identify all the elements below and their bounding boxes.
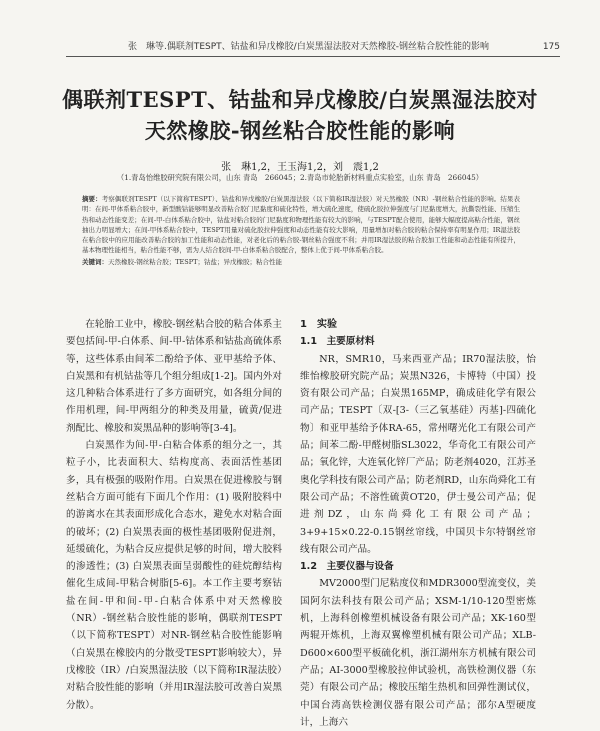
article-title: [30, 84, 570, 146]
running-head-text: 张 琳等.偶联剂TESPT、钴盐和异戊橡胶/白炭黑湿法胶对天然橡胶-钢丝粘合胶性能的影响: [128, 42, 489, 52]
materials-paragraph: NR，SMR10，马来西亚产品；IR70湿法胶，怡维怡橡胶研究院产品；炭黑N326，卡博特（中国）投资有限公司产品；白炭黑165MP，确成硅化学有限公司产品；TESPT〔双-[3-（三乙氧基硅）丙基]-四硫化物〕和亚甲基给予体RA-65，常州曙光化工有限公司产品；间苯二酚-甲醛树脂SL3022，华奇化工有限公司产品；氧化锌，大连氧化锌厂产品；防老剂4020，江苏圣奥化学科技有限公司产品；防老剂RD，山东尚舜化工有限公司产品；不溶性硫黄OT20，伊士曼公司产品；促进剂DZ，山东尚舜化工有限公司产品；3+9+15×0.22-0.15钢丝帘线，中国贝卡尔特钢丝帘线有限公司产品。: [300, 353, 536, 555]
running-head: [66, 40, 560, 57]
keywords-label: 关键词：: [82, 257, 108, 266]
section-heading-experiment: 1 实验: [300, 319, 337, 330]
section-heading-materials: 1.1 主要原材料: [300, 336, 375, 348]
authors: 张 琳1,2，王玉海1,2，刘 震1,2: [221, 162, 379, 173]
intro-paragraph-1: 在轮胎工业中，橡胶-钢丝粘合胶的粘合体系主要包括间-甲-白体系、间-甲-钴体系和钴盐高硫体系等，这些体系由间苯二酚给予体、亚甲基给予体、白炭黑和有机钴盐等几个组分组成[1-2]。国内外对这几种粘合体系进行了多方面研究，如各组分间的作用机理，间-甲两组分的种类及用量，硫黄/促进剂配比、橡胶和炭黑品种的影响等[3-4]。: [66, 319, 282, 434]
right-column: [300, 316, 536, 728]
abstract-label: 摘要：: [82, 195, 102, 203]
title-line-1: 偶联剂TESPT、钴盐和异戊橡胶/白炭黑湿法胶对: [62, 87, 538, 112]
intro-paragraph-2: 白炭黑作为间-甲-白粘合体系的组分之一，其粒子小，比表面积大、结构度高、表面活性基团多，具有极强的吸附作用。白炭黑在促进橡胶与钢丝粘合方面可能有下面几个作用：(1) 吸附胶料中的游离水在其表面形成化合态水，避免水对粘合面的破坏；(2) 白炭黑表面的极性基团吸附促进剂，延缓硫化，为粘合反应提供足够的时间，增大胶料的渗透性；(3) 白炭黑表面呈弱酸性的硅烷醇结构催化生成间-甲粘合树脂[5-6]。本工作主要考察钴盐在间-甲和间-甲-白粘合体系中对天然橡胶（NR）-钢丝粘合胶性能的影响，偶联剂TESPT（以下简称TESPT）对NR-钢丝粘合胶性能影响（白炭黑在橡胶内的分散受TESPT影响较大），异戊橡胶（IR）/白炭黑湿法胶（以下简称IR湿法胶）对粘合胶性能的影响（并用IR湿法胶可改善白炭黑分散）。: [66, 440, 282, 711]
title-line-2: 天然橡胶-钢丝粘合胶性能的影响: [144, 118, 456, 143]
abstract-text: 考察偶联剂TESPT（以下简称TESPT）、钴盐和异戊橡胶/白炭黑湿法胶（以下简称IR湿法胶）对天然橡胶（NR）-钢丝粘合性能的影响。结果表明：在间-甲体系粘合胶中，新型酸钴能够明显改善粘合胶门尼黏度和硫化特性，增大硫化速度，使硫化胶拉伸强度与门尼黏度增大，抗撕裂性能、压缩生热和动态性能变差；在间-甲-白体系粘合胶中，钴盐对粘合胶的门尼黏度和物理性能有较大的影响，与TESPT配合使用，能够大幅度提高粘合性能，钢丝抽出力明显增大；在间-甲体系粘合胶中，TESPT用量对硫化胶拉伸强度和动态性能有较大影响，用量增加对粘合胶的粘合保持率有明显作用；IR湿法胶在粘合胶中的应用能改善粘合胶的加工性能和动态性能，对老化后的粘合胶-钢丝粘合强度不利；并用IR湿法胶的粘合胶加工性能和动态性能有所提升，基本物理性能相当，粘合性能不够，需为人结合胶间-甲-白体系粘合胶配合，整体上优于间-甲体系粘合胶。: [82, 195, 520, 255]
equipment-paragraph: MV2000型门尼粘度仪和MDR3000型流变仪，美国阿尔法科技有限公司产品；XSM-1/10-120型密炼机，上海科创橡塑机械设备有限公司产品；XK-160型两辊开炼机，上海双翼橡塑机械有限公司产品；XLB-D600×600型平板硫化机，浙江湖州东方机械有限公司产品；AI-3000型橡胶拉伸试验机，高铁检测仪器（东莞）有限公司产品；橡胶压缩生热机和回弹性测试仪，中国台湾高铁检测仪器有限公司产品；邵尔A型硬度计，上海六: [300, 578, 536, 728]
abstract: [82, 194, 520, 267]
page-number: 175: [542, 42, 560, 52]
keywords-text: 天然橡胶-钢丝粘合胶；TESPT；钴盐；异戊橡胶；粘合性能: [108, 257, 282, 266]
left-column: [66, 316, 282, 711]
section-heading-equipment: 1.2 主要仪器与设备: [300, 561, 394, 573]
keywords: [82, 257, 520, 267]
affiliation: （1.青岛怡维胶研究院有限公司，山东 青岛 266045；2.青岛市轮胎新材料重点实验室，山东 青岛 266045）: [116, 173, 484, 182]
abstract-body: [82, 194, 520, 256]
